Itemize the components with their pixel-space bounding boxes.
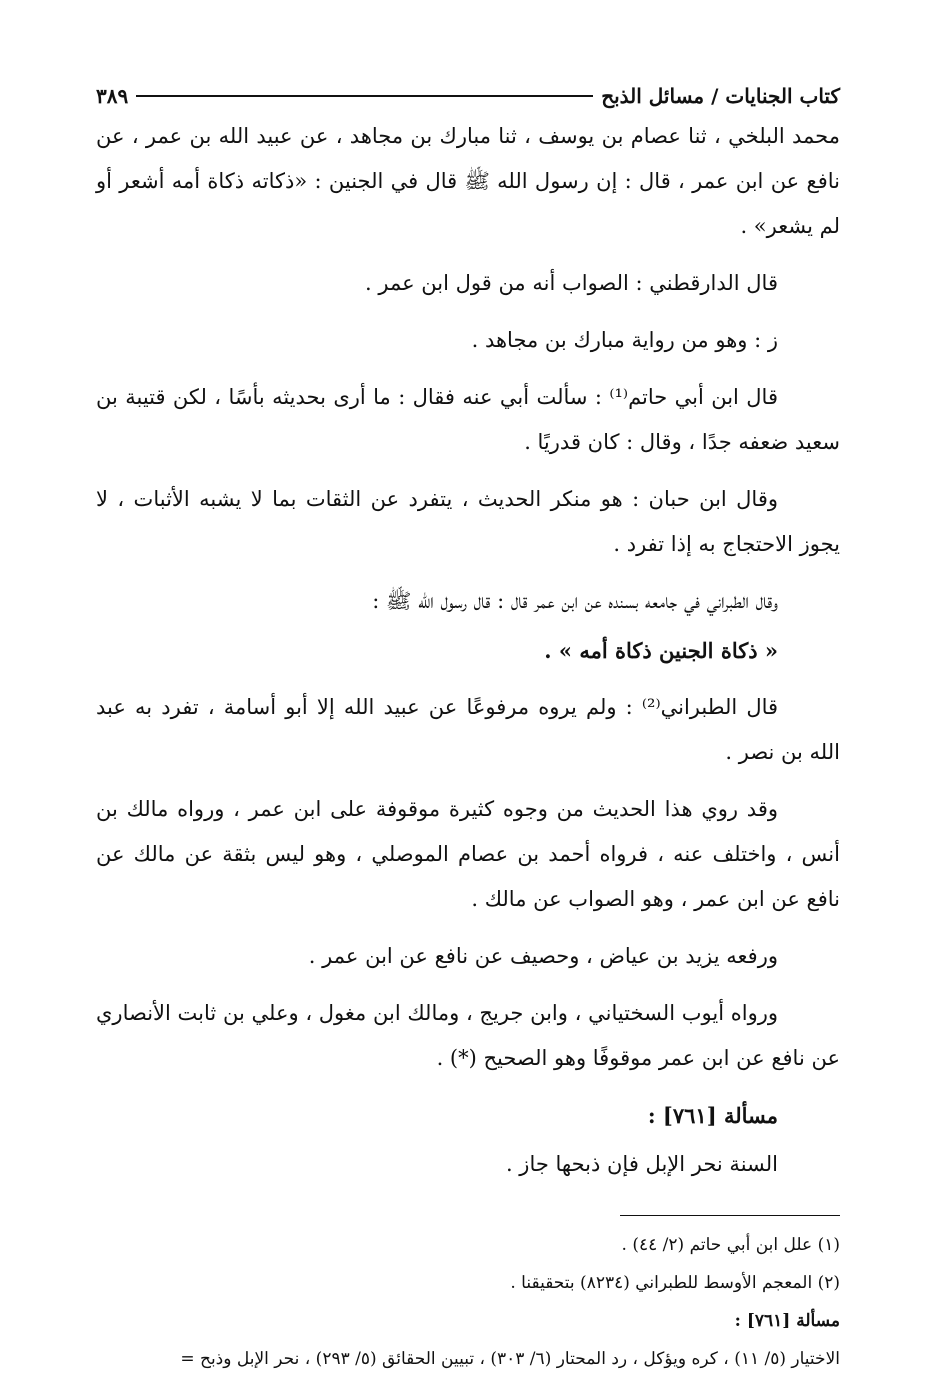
main-text bbox=[96, 114, 840, 1187]
paragraph-9: ورفعه يزيد بن عياض ، وحصيف عن نافع عن ابن عمر . bbox=[308, 944, 778, 968]
running-header bbox=[96, 78, 840, 114]
masala-heading: مسألة [٧٦١] : bbox=[647, 1103, 778, 1128]
paragraph-10: ورواه أيوب السختياني ، وابن جريج ، ومالك ابن مغول ، وعلي بن ثابت الأنصاري عن نافع عن ابن عمر موقوفًا وهو الصحيح (*) . bbox=[96, 1001, 840, 1070]
paragraph-3: ز : وهو من رواية مبارك بن مجاهد . bbox=[471, 328, 778, 352]
footnote-masala-heading: مسألة [٧٦١] : bbox=[734, 1311, 840, 1331]
hadith-quote: « ذكاة الجنين ذكاة أمه » . bbox=[544, 638, 778, 663]
footnote-rule bbox=[620, 1215, 840, 1216]
paragraph-11: السنة نحر الإبل فإن ذبحها جاز . bbox=[505, 1152, 778, 1176]
book-page bbox=[96, 78, 840, 1378]
footnote-2: (٢) المعجم الأوسط للطبراني (٨٢٣٤) بتحقيقنا . bbox=[510, 1273, 840, 1293]
paragraph-6: وقال الطبراني في جامعه بسنده عن ابن عمر قال : قال رسول الله ﷺ : bbox=[372, 589, 778, 613]
page-number: ٣٨٩ bbox=[96, 84, 129, 108]
footnote-1: (١) علل ابن أبي حاتم (٢/ ٤٤) . bbox=[621, 1235, 840, 1255]
paragraph-5: وقال ابن حبان : هو منكر الحديث ، يتفرد عن الثقات بما لا يشبه الأثبات ، لا يجوز الاحتجاج به إذا تفرد . bbox=[96, 487, 840, 556]
paragraph-7: قال الطبراني⁽²⁾ : ولم يروه مرفوعًا عن عبيد الله إلا أبو أسامة ، تفرد به عبد الله بن نصر . bbox=[96, 695, 840, 764]
header-rule bbox=[136, 95, 593, 97]
header-title: كتاب الجنايات / مسائل الذبح bbox=[601, 84, 840, 108]
paragraph-8: وقد روي هذا الحديث من وجوه كثيرة موقوفة على ابن عمر ، ورواه مالك بن أنس ، واختلف عنه ، فرواه أحمد بن عصام الموصلي ، وهو ليس بثقة عن مالك عن نافع عن ابن عمر ، وهو الصواب عن مالك . bbox=[96, 797, 840, 911]
paragraph-4: قال ابن أبي حاتم⁽¹⁾ : سألت أبي عنه فقال : ما أرى بحديثه بأسًا ، لكن قتيبة بن سعيد ضعفه جدًا ، وقال : كان قدريًا . bbox=[96, 385, 840, 454]
footnote-3: الاختيار (٥/ ١١) ، كره ويؤكل ، رد المحتار (٦/ ٣٠٣) ، تبيين الحقائق (٥/ ٢٩٣) ، نحر الإبل وذبح = bbox=[180, 1349, 840, 1369]
paragraph-1: محمد البلخي ، ثنا عصام بن يوسف ، ثنا مبارك بن مجاهد ، عن عبيد الله بن عمر ، عن نافع عن ابن عمر ، قال : إن رسول الله ﷺ قال في الجنين : «ذكاته ذكاة أمه أشعر أو لم يشعر» . bbox=[96, 124, 840, 238]
paragraph-2: قال الدارقطني : الصواب أنه من قول ابن عمر . bbox=[365, 271, 778, 295]
footnotes bbox=[96, 1226, 840, 1378]
